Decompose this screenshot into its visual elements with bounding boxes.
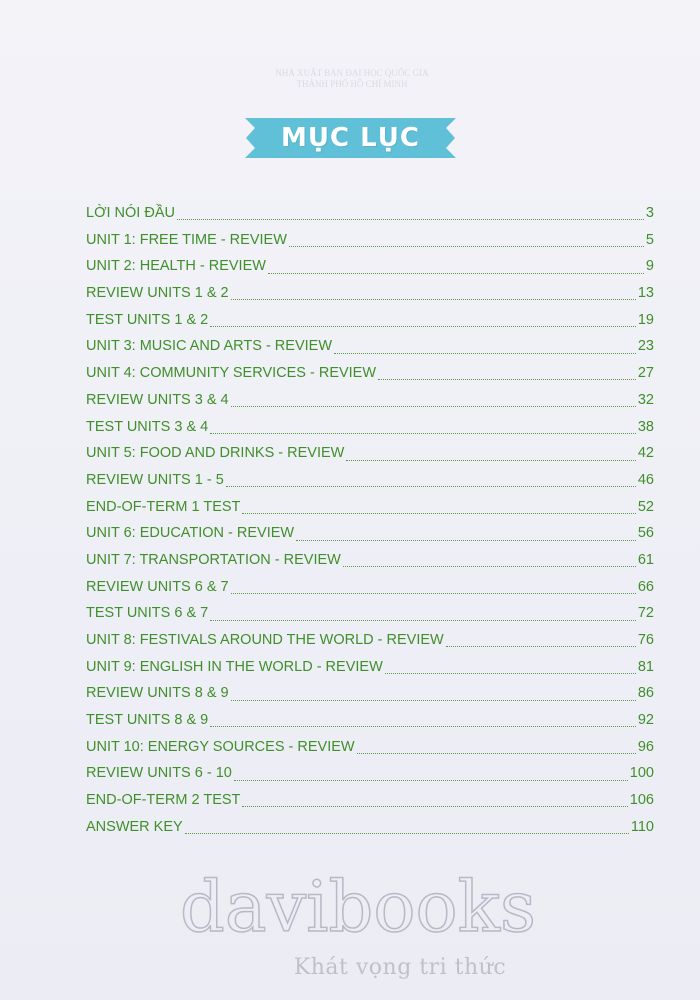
toc-entry-title: UNIT 8: FESTIVALS AROUND THE WORLD - REVIEW (86, 632, 444, 648)
dot-leader (446, 645, 636, 647)
toc-entry-title: TEST UNITS 8 & 9 (86, 712, 209, 729)
toc-entry-title: UNIT 7: TRANSPORTATION - REVIEW (86, 551, 341, 568)
toc-entry[interactable] (86, 333, 654, 360)
dot-leader (343, 565, 636, 567)
toc-entry[interactable] (86, 547, 654, 574)
toc-entry[interactable] (86, 654, 654, 681)
toc-entry[interactable] (86, 574, 654, 601)
toc-entry-page: 23 (637, 338, 654, 355)
toc-entry-title: TEST UNITS 3 & 4 (86, 418, 209, 435)
brand-tagline: Khát vọng tri thức (293, 955, 507, 980)
toc-entry[interactable] (86, 387, 654, 414)
toc-entry-page: 106 (629, 792, 654, 809)
toc-entry-title: TEST UNITS 1 & 2 (86, 311, 209, 328)
brand-logo: davibooks (180, 866, 536, 948)
toc-entry[interactable] (86, 707, 654, 734)
dot-leader (378, 378, 636, 380)
page-title: MỤC LỤC (281, 123, 420, 153)
toc-entry-page: 100 (629, 765, 654, 782)
toc-entry[interactable] (86, 814, 654, 841)
toc-entry-page: 13 (637, 285, 654, 302)
toc-entry-title: REVIEW UNITS 1 - 5 (86, 471, 224, 488)
toc-entry-page: 3 (645, 205, 654, 221)
title-banner (243, 112, 458, 164)
dot-leader (210, 432, 636, 434)
toc-entry-title: UNIT 3: MUSIC AND ARTS - REVIEW (86, 338, 333, 355)
dot-leader (357, 752, 636, 754)
toc-entry-page: 81 (637, 658, 654, 675)
dot-leader (385, 672, 636, 674)
toc-entry-page: 46 (637, 471, 654, 488)
toc-entry[interactable] (86, 440, 654, 467)
toc-entry[interactable] (86, 307, 654, 334)
dot-leader (185, 832, 629, 834)
dot-leader (231, 298, 636, 300)
toc-entry-title: REVIEW UNITS 6 - 10 (86, 765, 232, 782)
toc-entry[interactable] (86, 520, 654, 547)
toc-entry-title: UNIT 1: FREE TIME - REVIEW (86, 231, 287, 248)
dot-leader (231, 405, 636, 407)
toc-entry[interactable] (86, 734, 654, 761)
faint-publisher-text (252, 68, 452, 90)
toc-entry[interactable] (86, 227, 654, 254)
toc-entry[interactable] (86, 414, 654, 441)
dot-leader (226, 485, 636, 487)
dot-leader (296, 539, 636, 541)
toc-entry-title: UNIT 4: COMMUNITY SERVICES - REVIEW (86, 365, 377, 382)
toc-entry-title: UNIT 9: ENGLISH IN THE WORLD - REVIEW (86, 658, 383, 675)
dot-leader (210, 725, 636, 727)
dot-leader (210, 619, 636, 621)
dot-leader (268, 272, 644, 274)
toc-entry-page: 42 (637, 445, 654, 462)
toc-entry-page: 32 (637, 391, 654, 408)
toc-entry-title: REVIEW UNITS 1 & 2 (86, 285, 229, 302)
toc-entry-title: REVIEW UNITS 6 & 7 (86, 578, 229, 595)
dot-leader (346, 459, 636, 461)
toc-entry-page: 52 (637, 498, 654, 515)
toc-entry[interactable] (86, 280, 654, 307)
dot-leader (334, 352, 636, 354)
faint-text-line2: THÀNH PHỐ HỒ CHÍ MINH (296, 79, 408, 89)
toc-entry[interactable] (86, 200, 654, 227)
toc-entry-page: 96 (637, 738, 654, 755)
toc-entry[interactable] (86, 360, 654, 387)
dot-leader (210, 325, 636, 327)
table-of-contents (86, 200, 654, 841)
toc-entry-page: 56 (637, 525, 654, 542)
toc-entry-page: 38 (637, 418, 654, 435)
dot-leader (234, 779, 628, 781)
toc-entry[interactable] (86, 787, 654, 814)
dot-leader (231, 592, 636, 594)
toc-entry-title: UNIT 5: FOOD AND DRINKS - REVIEW (86, 445, 345, 462)
toc-entry[interactable] (86, 760, 654, 787)
toc-entry-page: 92 (637, 712, 654, 729)
toc-entry[interactable] (86, 494, 654, 521)
toc-entry-page: 27 (637, 365, 654, 382)
toc-entry[interactable] (86, 627, 654, 654)
toc-entry-page: 61 (637, 551, 654, 568)
faint-text-line1: NHÀ XUẤT BẢN ĐẠI HỌC QUỐC GIA (275, 68, 429, 78)
toc-entry-title: UNIT 2: HEALTH - REVIEW (86, 258, 266, 275)
toc-entry-page: 9 (645, 258, 654, 275)
toc-entry-title: TEST UNITS 6 & 7 (86, 605, 209, 622)
toc-entry-page: 5 (645, 231, 654, 248)
dot-leader (177, 218, 644, 220)
toc-entry-page: 76 (637, 632, 654, 648)
toc-entry-title: END-OF-TERM 2 TEST (86, 792, 241, 809)
toc-entry-page: 110 (630, 818, 654, 835)
toc-entry-title: UNIT 10: ENERGY SOURCES - REVIEW (86, 738, 355, 755)
dot-leader (242, 512, 635, 514)
dot-leader (242, 805, 627, 807)
dot-leader (231, 699, 636, 701)
toc-entry-title: END-OF-TERM 1 TEST (86, 498, 241, 515)
toc-entry-title: UNIT 6: EDUCATION - REVIEW (86, 525, 295, 542)
toc-entry-title: ANSWER KEY (86, 818, 183, 835)
toc-entry[interactable] (86, 600, 654, 627)
toc-entry-title: LỜI NÓI ĐẦU (86, 205, 175, 221)
dot-leader (289, 245, 644, 247)
toc-entry-page: 19 (637, 311, 654, 328)
toc-entry-page: 66 (637, 578, 654, 595)
toc-entry[interactable] (86, 680, 654, 707)
toc-entry[interactable] (86, 467, 654, 494)
toc-entry-title: REVIEW UNITS 3 & 4 (86, 391, 229, 408)
toc-entry-title: REVIEW UNITS 8 & 9 (86, 685, 229, 702)
toc-entry[interactable] (86, 253, 654, 280)
toc-entry-page: 86 (637, 685, 654, 702)
toc-entry-page: 72 (637, 605, 654, 622)
